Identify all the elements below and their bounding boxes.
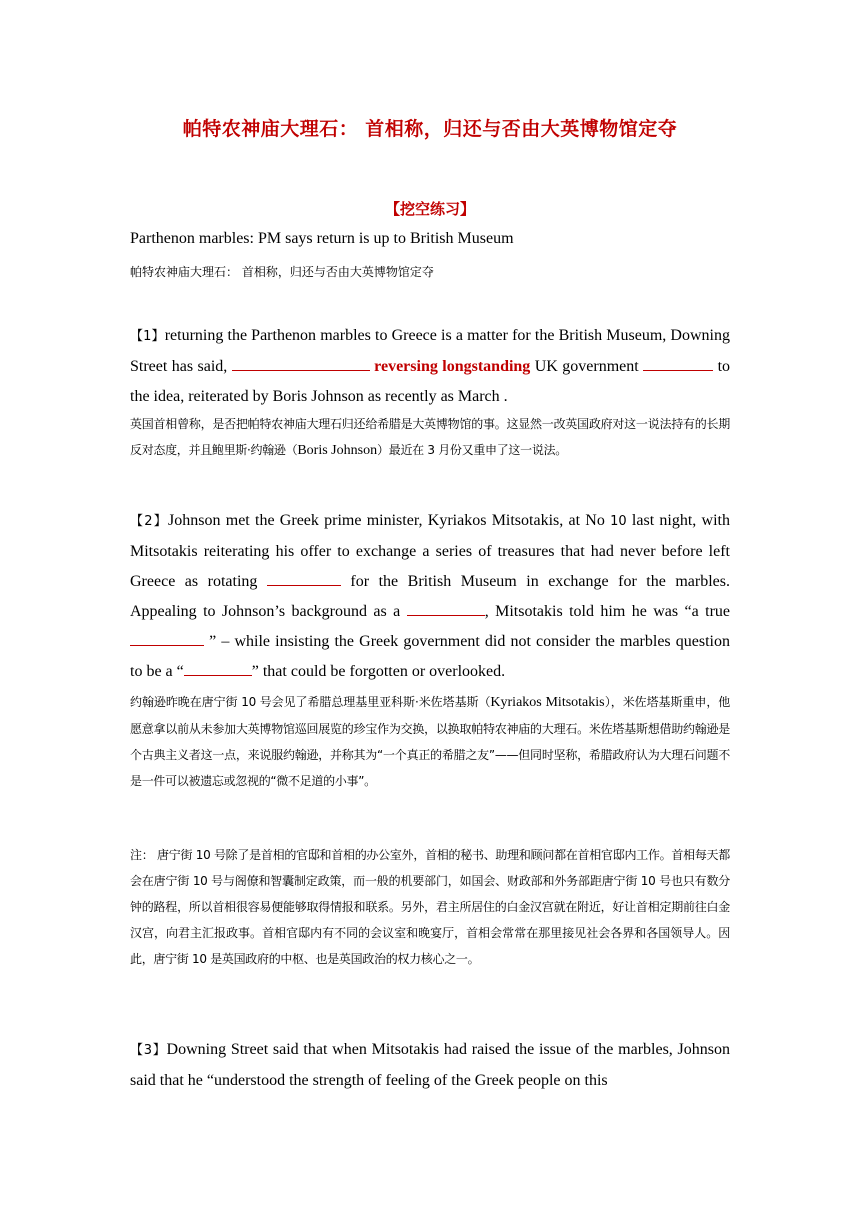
blank-5[interactable] bbox=[130, 630, 204, 646]
house-number: 10 bbox=[610, 514, 627, 529]
section-label: 【挖空练习】 bbox=[384, 200, 475, 218]
paragraph-text: to the idea, reiterated by Boris Johnson as recently as March . bbox=[130, 358, 731, 405]
blank-1[interactable] bbox=[232, 355, 370, 371]
paragraph-2-english bbox=[130, 506, 730, 687]
paragraph-index: 【3】 bbox=[130, 1043, 167, 1058]
translation-text: 约翰逊昨晚在唐宁街 10 号会见了希腊总理基里亚科斯·米佐塔基斯（ bbox=[130, 695, 491, 709]
translation-name: Boris Johnson bbox=[297, 443, 378, 458]
paragraph-text: , Mitsotakis told him he was “a true bbox=[484, 603, 731, 620]
paragraph-text: ” – while insisting the Greek government did not consider the marbles question to be a “ bbox=[130, 633, 730, 680]
paragraph-index: 【1】 bbox=[130, 329, 165, 344]
paragraph-text: Downing Street said that when Mitsotakis had raised the issue of the marbles, Johnson said that he “understood the strength of feeling of the Greek people on this bbox=[130, 1041, 730, 1089]
blank-3[interactable] bbox=[267, 570, 341, 586]
blank-6[interactable] bbox=[184, 660, 252, 676]
english-headline: Parthenon marbles: PM says return is up to British Museum bbox=[130, 230, 514, 247]
note-paragraph: 注： 唐宁街 10 号除了是首相的官邸和首相的办公室外，首相的秘书、助理和顾问都在首相官邸内工作。首相每天都会在唐宁街 10 号与阁僚和智囊制定政策，而一般的机要部门，如国会、财政部和外务部距唐宁街 10 号也只有数分钟的路程，所以首相很容易便能够取得情报和联系。另外，君主所居住的白金汉宫就在附近，好让首相定期前往白金汉宫，向君主汇报政事。首相官邸内有不同的会议室和晚宴厅，首相会常常在那里接见社会各界和各国领导人。因此，唐宁街 10 是英国政府的中枢、也是英国政治的权力核心之一。 bbox=[130, 848, 730, 966]
translation-text: ），米佐塔基斯重申，他愿意拿以前从未参加大英博物馆巡回展览的珍宝作为交换，以换取帕特农神庙的大理石。米佐塔基斯想借助约翰逊是个古典主义者这一点，来说服约翰逊，并称其为“一个真正的希腊之友”——但同时坚称，希腊政府认为大理石问题不是一件可以被遗忘或忽视的“微不足道的小事”。 bbox=[130, 695, 730, 788]
paragraph-2-chinese bbox=[130, 689, 730, 794]
translation-name: Kyriakos Mitsotakis bbox=[490, 695, 605, 710]
paragraph-1-english bbox=[130, 321, 730, 412]
paragraph-1-chinese bbox=[130, 411, 730, 464]
paragraph-text: returning the Parthenon marbles to Greece is a matter for the British Museum, Downing Street has said, bbox=[130, 327, 730, 375]
blank-2[interactable] bbox=[643, 355, 713, 371]
paragraph-3-english bbox=[130, 1035, 730, 1096]
translation-text: ）最近在 3 月份又重申了这一说法。 bbox=[377, 443, 567, 457]
paragraph-text: ” that could be forgotten or overlooked. bbox=[251, 663, 506, 680]
chinese-headline: 帕特农神庙大理石： 首相称，归还与否由大英博物馆定夺 bbox=[130, 265, 434, 279]
paragraph-index: 【2】 bbox=[130, 514, 169, 529]
paragraph-text: UK government bbox=[530, 358, 644, 375]
paragraph-text: for the British Museum in exchange for the marbles. Appealing to Johnson’s background as a bbox=[130, 573, 730, 620]
paragraph-text: Johnson met the Greek prime minister, Kyriakos Mitsotakis, at No bbox=[168, 512, 611, 529]
blank-4[interactable] bbox=[407, 600, 485, 616]
highlighted-phrase: reversing longstanding bbox=[374, 358, 531, 375]
paragraph-text: last night, with Mitsotakis reiterating his offer to exchange a series of treasures that had never before left Greece as rotating bbox=[130, 512, 730, 590]
page-title: 帕特农神庙大理石： 首相称，归还与否由大英博物馆定夺 bbox=[182, 118, 678, 140]
translation-text: 英国首相曾称，是否把帕特农神庙大理石归还给希腊是大英博物馆的事。这显然一改英国政府对这一说法持有的长期反对态度，并且鲍里斯·约翰逊（ bbox=[130, 417, 730, 457]
